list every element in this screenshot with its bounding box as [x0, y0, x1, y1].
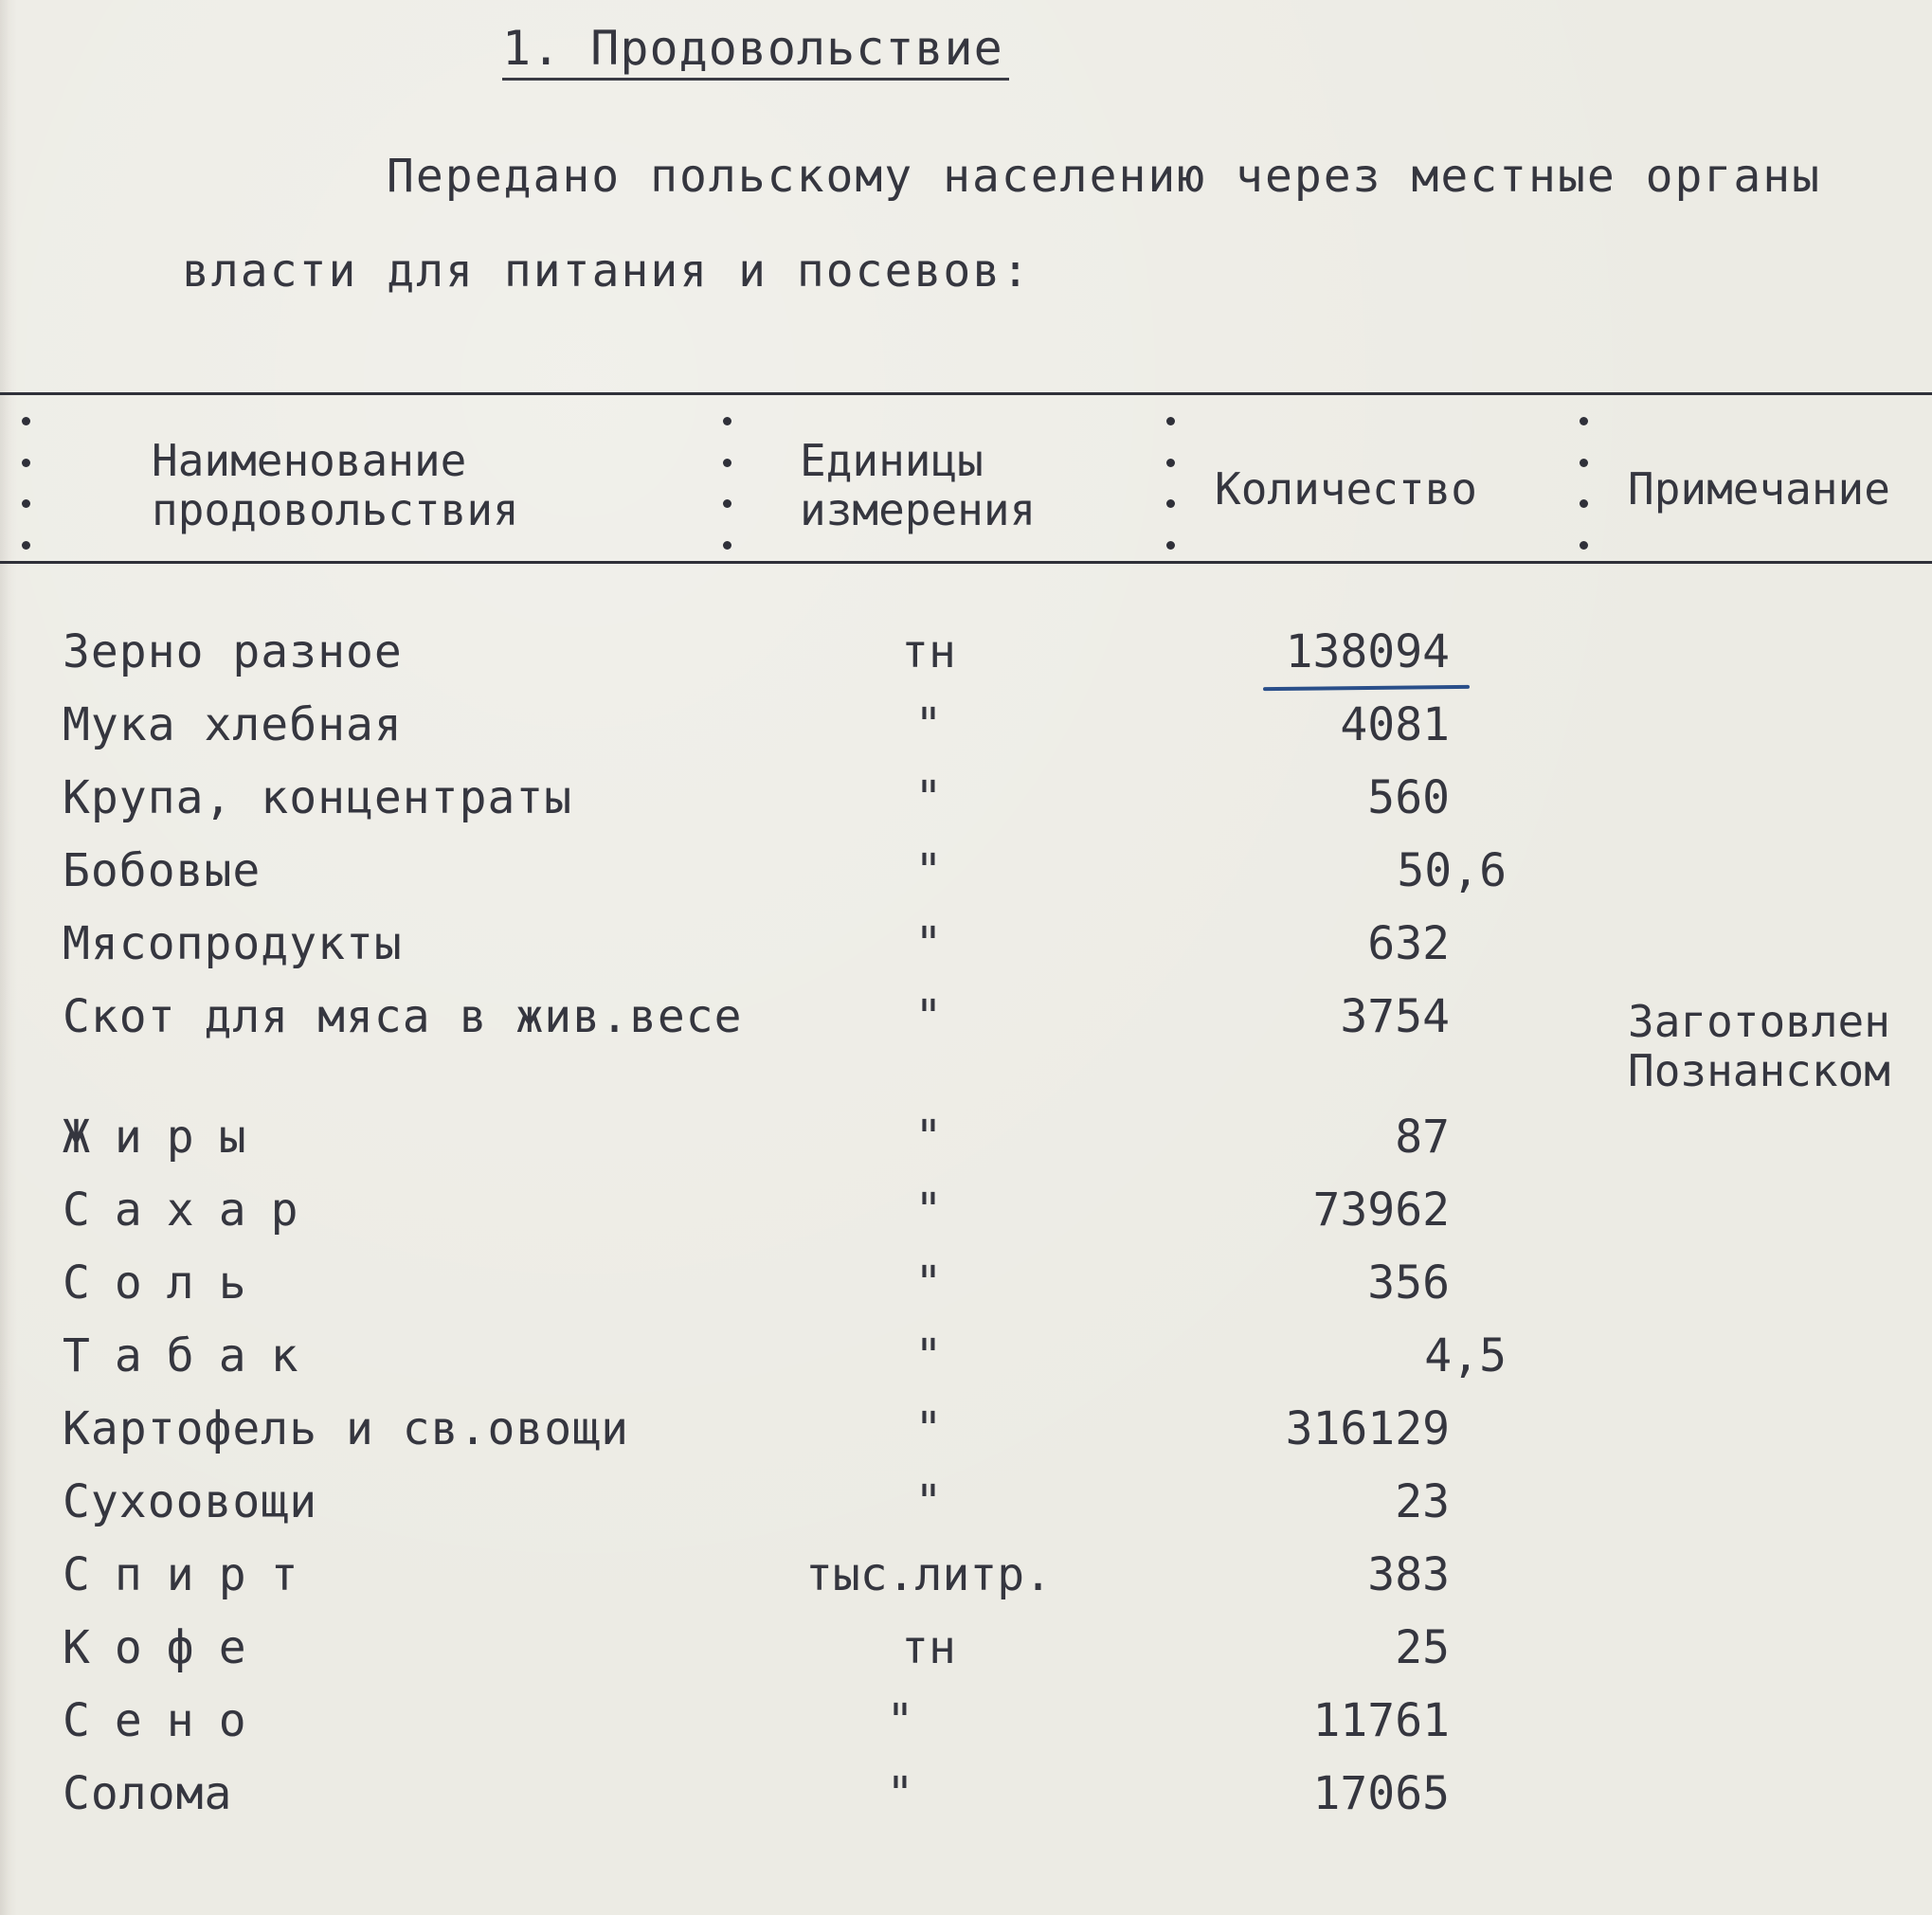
row-quantity: 3754 — [1340, 990, 1450, 1043]
section-title: 1. Продовольствие — [502, 21, 1003, 76]
table-header-bottom-rule — [0, 561, 1932, 564]
row-quantity: 4081 — [1340, 698, 1450, 751]
row-note-line2: Познанском — [1628, 1045, 1890, 1096]
row-note — [1628, 997, 1890, 1095]
row-name: Сахар — [63, 1183, 323, 1237]
row-quantity: 87 — [1395, 1111, 1450, 1164]
row-name: Мясопродукты — [63, 917, 403, 970]
header-name-line2: продовольствия — [152, 484, 519, 535]
row-name: Сено — [63, 1694, 271, 1747]
row-quantity: 560 — [1367, 771, 1450, 824]
column-separator — [1165, 417, 1175, 550]
row-unit: " — [914, 771, 943, 824]
row-unit: " — [914, 844, 943, 897]
header-unit — [800, 436, 1036, 534]
row-unit: " — [914, 1402, 943, 1455]
row-name: Сухоовощи — [63, 1475, 318, 1528]
row-quantity: 4,5 — [1424, 1329, 1507, 1382]
header-name-line1: Наименование — [152, 435, 467, 486]
header-unit-line2: измерения — [800, 484, 1037, 535]
row-unit: " — [914, 1329, 943, 1382]
row-name: Табак — [63, 1329, 323, 1382]
column-separator — [1579, 417, 1588, 550]
row-name: Солома — [63, 1767, 233, 1820]
row-unit: " — [886, 1694, 914, 1747]
row-unit: " — [914, 1475, 943, 1528]
row-quantity: 138094 — [1285, 625, 1450, 678]
header-quantity: Количество — [1215, 463, 1477, 515]
row-name: Зерно разное — [63, 625, 403, 678]
row-quantity: 23 — [1395, 1475, 1450, 1528]
row-name: Жиры — [63, 1111, 271, 1164]
row-quantity: 383 — [1367, 1548, 1450, 1601]
row-name: Спирт — [63, 1548, 323, 1601]
row-unit: " — [886, 1767, 914, 1820]
row-quantity: 50,6 — [1397, 844, 1507, 897]
row-quantity: 356 — [1367, 1256, 1450, 1310]
row-unit: " — [914, 698, 943, 751]
row-quantity: 73962 — [1312, 1183, 1450, 1237]
row-unit: тн — [901, 625, 956, 678]
row-quantity: 632 — [1367, 917, 1450, 970]
row-unit: " — [914, 1183, 943, 1237]
header-unit-line1: Единицы — [800, 435, 984, 486]
table-top-rule — [0, 392, 1932, 395]
row-quantity: 316129 — [1285, 1402, 1450, 1455]
row-name: Бобовые — [63, 844, 262, 897]
column-separator — [722, 417, 731, 550]
row-unit: " — [914, 917, 943, 970]
row-unit: " — [914, 990, 943, 1043]
pen-underline-mark — [1263, 685, 1470, 691]
row-name: Соль — [63, 1256, 271, 1310]
row-note-line1: Заготовлен — [1628, 996, 1890, 1047]
row-unit: " — [914, 1111, 943, 1164]
row-unit: тн — [901, 1621, 956, 1674]
header-note: Примечание — [1628, 463, 1890, 515]
row-quantity: 11761 — [1312, 1694, 1450, 1747]
header-name — [152, 436, 519, 534]
row-quantity: 25 — [1395, 1621, 1450, 1674]
intro-line-2: власти для питания и посевов: — [182, 244, 1032, 298]
row-unit: тыс.литр. — [804, 1548, 1053, 1601]
section-title-underline — [502, 78, 1009, 81]
row-name: Картофель и св.овощи — [63, 1402, 629, 1455]
row-unit: " — [914, 1256, 943, 1310]
row-name: Мука хлебная — [63, 698, 403, 751]
row-quantity: 17065 — [1312, 1767, 1450, 1820]
row-name: Крупа, концентраты — [63, 771, 573, 824]
intro-line-1: Передано польскому населению через местные органы — [387, 150, 1822, 203]
row-name: Скот для мяса в жив.весе — [63, 990, 743, 1043]
column-separator — [21, 417, 30, 550]
row-name: Кофе — [63, 1621, 271, 1674]
